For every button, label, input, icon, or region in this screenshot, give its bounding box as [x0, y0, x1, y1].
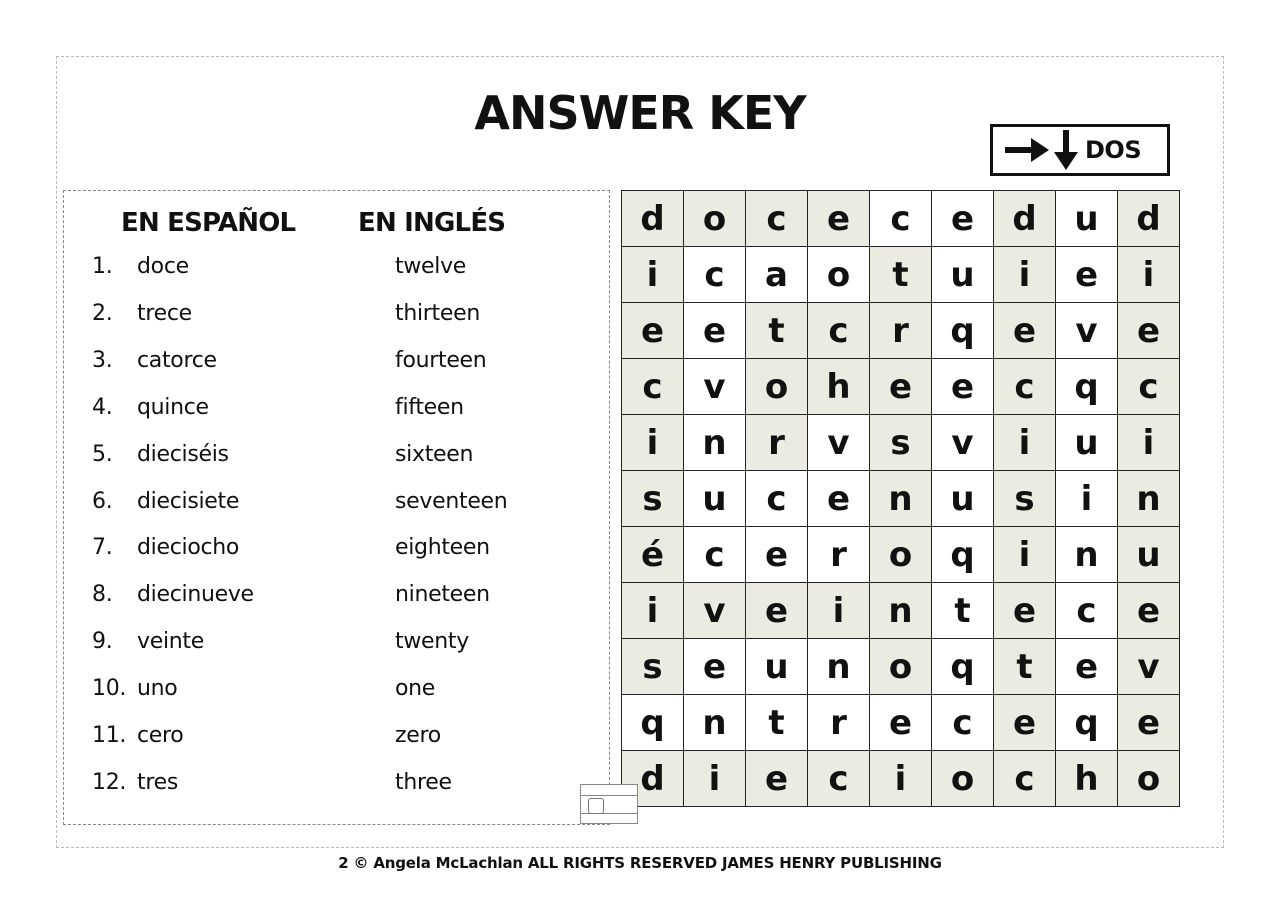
- word-row: [0, 348, 600, 378]
- word-number: 4.: [92, 394, 113, 420]
- grid-cell: e: [1056, 639, 1118, 695]
- arrow-down-icon: [1051, 128, 1081, 172]
- spanish-word: tres: [137, 769, 178, 795]
- spanish-word: trece: [137, 300, 192, 326]
- word-row: [0, 629, 600, 659]
- arrow-right-icon: [1003, 135, 1051, 165]
- grid-row: [622, 695, 1180, 751]
- english-word: twelve: [395, 254, 467, 279]
- grid-cell: s: [622, 471, 684, 527]
- word-row: [0, 254, 600, 284]
- grid-cell: t: [746, 695, 808, 751]
- grid-cell: i: [622, 583, 684, 639]
- grid-cell: u: [1118, 527, 1180, 583]
- grid-cell: e: [870, 359, 932, 415]
- grid-cell: d: [622, 191, 684, 247]
- grid-cell: u: [932, 247, 994, 303]
- grid-cell: i: [1118, 415, 1180, 471]
- grid-cell: i: [994, 247, 1056, 303]
- grid-cell: e: [684, 639, 746, 695]
- english-word: sixteen: [395, 441, 474, 467]
- grid-cell: i: [808, 583, 870, 639]
- grid-cell: n: [1056, 527, 1118, 583]
- grid-cell: e: [870, 695, 932, 751]
- grid-cell: t: [870, 247, 932, 303]
- grid-cell: e: [994, 583, 1056, 639]
- grid-cell: d: [994, 191, 1056, 247]
- grid-cell: e: [1118, 583, 1180, 639]
- grid-cell: c: [870, 191, 932, 247]
- word-search-grid: [621, 190, 1180, 807]
- grid-cell: d: [622, 751, 684, 807]
- word-row: [0, 770, 600, 800]
- grid-cell: e: [684, 303, 746, 359]
- grid-cell: e: [808, 191, 870, 247]
- grid-cell: i: [1118, 247, 1180, 303]
- grid-cell: a: [746, 247, 808, 303]
- grid-cell: u: [1056, 415, 1118, 471]
- direction-box: [990, 124, 1170, 176]
- grid-cell: u: [932, 471, 994, 527]
- word-number: 1.: [92, 254, 113, 279]
- word-row: [0, 723, 600, 753]
- word-number: 9.: [92, 629, 113, 655]
- grid-row: [622, 359, 1180, 415]
- grid-cell: q: [932, 527, 994, 583]
- grid-cell: c: [994, 359, 1056, 415]
- grid-cell: e: [994, 303, 1056, 359]
- copyright-footer: 2 © Angela McLachlan ALL RIGHTS RESERVED JAMES HENRY PUBLISHING: [338, 854, 942, 872]
- word-row: [0, 489, 600, 519]
- spanish-word: quince: [137, 394, 209, 420]
- grid-cell: s: [994, 471, 1056, 527]
- grid-row: [622, 639, 1180, 695]
- grid-cell: v: [1118, 639, 1180, 695]
- grid-cell: v: [932, 415, 994, 471]
- grid-cell: i: [994, 415, 1056, 471]
- word-number: 2.: [92, 300, 113, 326]
- word-row: [0, 301, 600, 331]
- word-row: [0, 395, 600, 425]
- grid-cell: v: [808, 415, 870, 471]
- grid-cell: e: [994, 695, 1056, 751]
- grid-cell: q: [932, 303, 994, 359]
- grid-cell: n: [870, 471, 932, 527]
- grid-cell: c: [808, 303, 870, 359]
- spanish-word: cero: [137, 723, 184, 748]
- word-number: 5.: [92, 441, 113, 467]
- word-number: 7.: [92, 535, 113, 561]
- grid-cell: o: [870, 527, 932, 583]
- grid-cell: n: [870, 583, 932, 639]
- word-number: 6.: [92, 488, 113, 514]
- grid-cell: h: [808, 359, 870, 415]
- grid-cell: d: [1118, 191, 1180, 247]
- grid-row: [622, 583, 1180, 639]
- english-word: thirteen: [395, 300, 480, 326]
- grid-cell: t: [994, 639, 1056, 695]
- english-word: nineteen: [395, 582, 490, 608]
- english-word: fifteen: [395, 394, 464, 420]
- spanish-word: uno: [137, 676, 178, 702]
- spanish-word: doce: [137, 254, 189, 279]
- word-row: [0, 676, 600, 706]
- grid-cell: s: [622, 639, 684, 695]
- spain-flag-icon: [580, 784, 638, 824]
- grid-cell: s: [870, 415, 932, 471]
- spanish-word: dieciséis: [137, 441, 229, 467]
- grid-cell: n: [684, 695, 746, 751]
- grid-cell: c: [808, 751, 870, 807]
- grid-cell: t: [746, 303, 808, 359]
- grid-cell: e: [746, 527, 808, 583]
- english-word: fourteen: [395, 347, 487, 373]
- grid-cell: i: [622, 415, 684, 471]
- word-row: [0, 582, 600, 612]
- grid-cell: u: [684, 471, 746, 527]
- grid-cell: e: [1056, 247, 1118, 303]
- grid-cell: u: [1056, 191, 1118, 247]
- grid-cell: r: [746, 415, 808, 471]
- page-title: ANSWER KEY: [474, 86, 806, 140]
- word-number: 12.: [92, 769, 127, 795]
- grid-cell: e: [1118, 303, 1180, 359]
- grid-cell: c: [746, 471, 808, 527]
- grid-row: [622, 415, 1180, 471]
- grid-cell: c: [1056, 583, 1118, 639]
- grid-row: [622, 247, 1180, 303]
- grid-cell: u: [746, 639, 808, 695]
- grid-cell: q: [1056, 359, 1118, 415]
- english-word: one: [395, 676, 436, 702]
- grid-cell: r: [808, 527, 870, 583]
- direction-label: DOS: [1085, 136, 1142, 164]
- grid-cell: é: [622, 527, 684, 583]
- grid-cell: e: [932, 359, 994, 415]
- grid-cell: i: [994, 527, 1056, 583]
- grid-cell: o: [746, 359, 808, 415]
- spanish-word: catorce: [137, 347, 217, 373]
- spanish-word: veinte: [137, 629, 204, 655]
- grid-cell: c: [684, 247, 746, 303]
- grid-cell: h: [1056, 751, 1118, 807]
- grid-cell: e: [932, 191, 994, 247]
- grid-cell: o: [684, 191, 746, 247]
- grid-cell: c: [622, 359, 684, 415]
- english-column-heading: EN INGLÉS: [358, 208, 506, 238]
- english-word: zero: [395, 723, 441, 748]
- grid-cell: o: [870, 639, 932, 695]
- word-row: [0, 442, 600, 472]
- grid-row: [622, 751, 1180, 807]
- grid-cell: e: [808, 471, 870, 527]
- grid-cell: o: [932, 751, 994, 807]
- grid-cell: q: [932, 639, 994, 695]
- grid-cell: o: [808, 247, 870, 303]
- grid-row: [622, 527, 1180, 583]
- grid-cell: e: [746, 751, 808, 807]
- grid-cell: i: [684, 751, 746, 807]
- grid-cell: n: [808, 639, 870, 695]
- word-row: [0, 535, 600, 565]
- grid-cell: i: [870, 751, 932, 807]
- spanish-word: diecinueve: [137, 582, 254, 608]
- grid-cell: v: [684, 583, 746, 639]
- grid-cell: c: [684, 527, 746, 583]
- grid-cell: c: [932, 695, 994, 751]
- grid-cell: e: [622, 303, 684, 359]
- grid-cell: v: [684, 359, 746, 415]
- grid-cell: i: [622, 247, 684, 303]
- spanish-column-heading: EN ESPAÑOL: [121, 208, 296, 238]
- grid-row: [622, 191, 1180, 247]
- english-word: seventeen: [395, 488, 508, 514]
- spanish-word: dieciocho: [137, 535, 240, 561]
- grid-row: [622, 471, 1180, 527]
- grid-cell: c: [746, 191, 808, 247]
- grid-cell: q: [622, 695, 684, 751]
- word-number: 3.: [92, 347, 113, 373]
- grid-cell: q: [1056, 695, 1118, 751]
- grid-cell: n: [684, 415, 746, 471]
- english-word: three: [395, 769, 452, 795]
- spanish-word: diecisiete: [137, 488, 240, 514]
- grid-cell: v: [1056, 303, 1118, 359]
- grid-row: [622, 303, 1180, 359]
- english-word: eighteen: [395, 535, 490, 561]
- grid-cell: c: [994, 751, 1056, 807]
- grid-cell: n: [1118, 471, 1180, 527]
- grid-cell: i: [1056, 471, 1118, 527]
- grid-cell: o: [1118, 751, 1180, 807]
- word-number: 11.: [92, 723, 127, 748]
- english-word: twenty: [395, 629, 469, 655]
- grid-cell: r: [870, 303, 932, 359]
- word-number: 8.: [92, 582, 113, 608]
- grid-cell: e: [746, 583, 808, 639]
- grid-cell: r: [808, 695, 870, 751]
- word-number: 10.: [92, 676, 127, 702]
- grid-cell: c: [1118, 359, 1180, 415]
- grid-cell: e: [1118, 695, 1180, 751]
- grid-cell: t: [932, 583, 994, 639]
